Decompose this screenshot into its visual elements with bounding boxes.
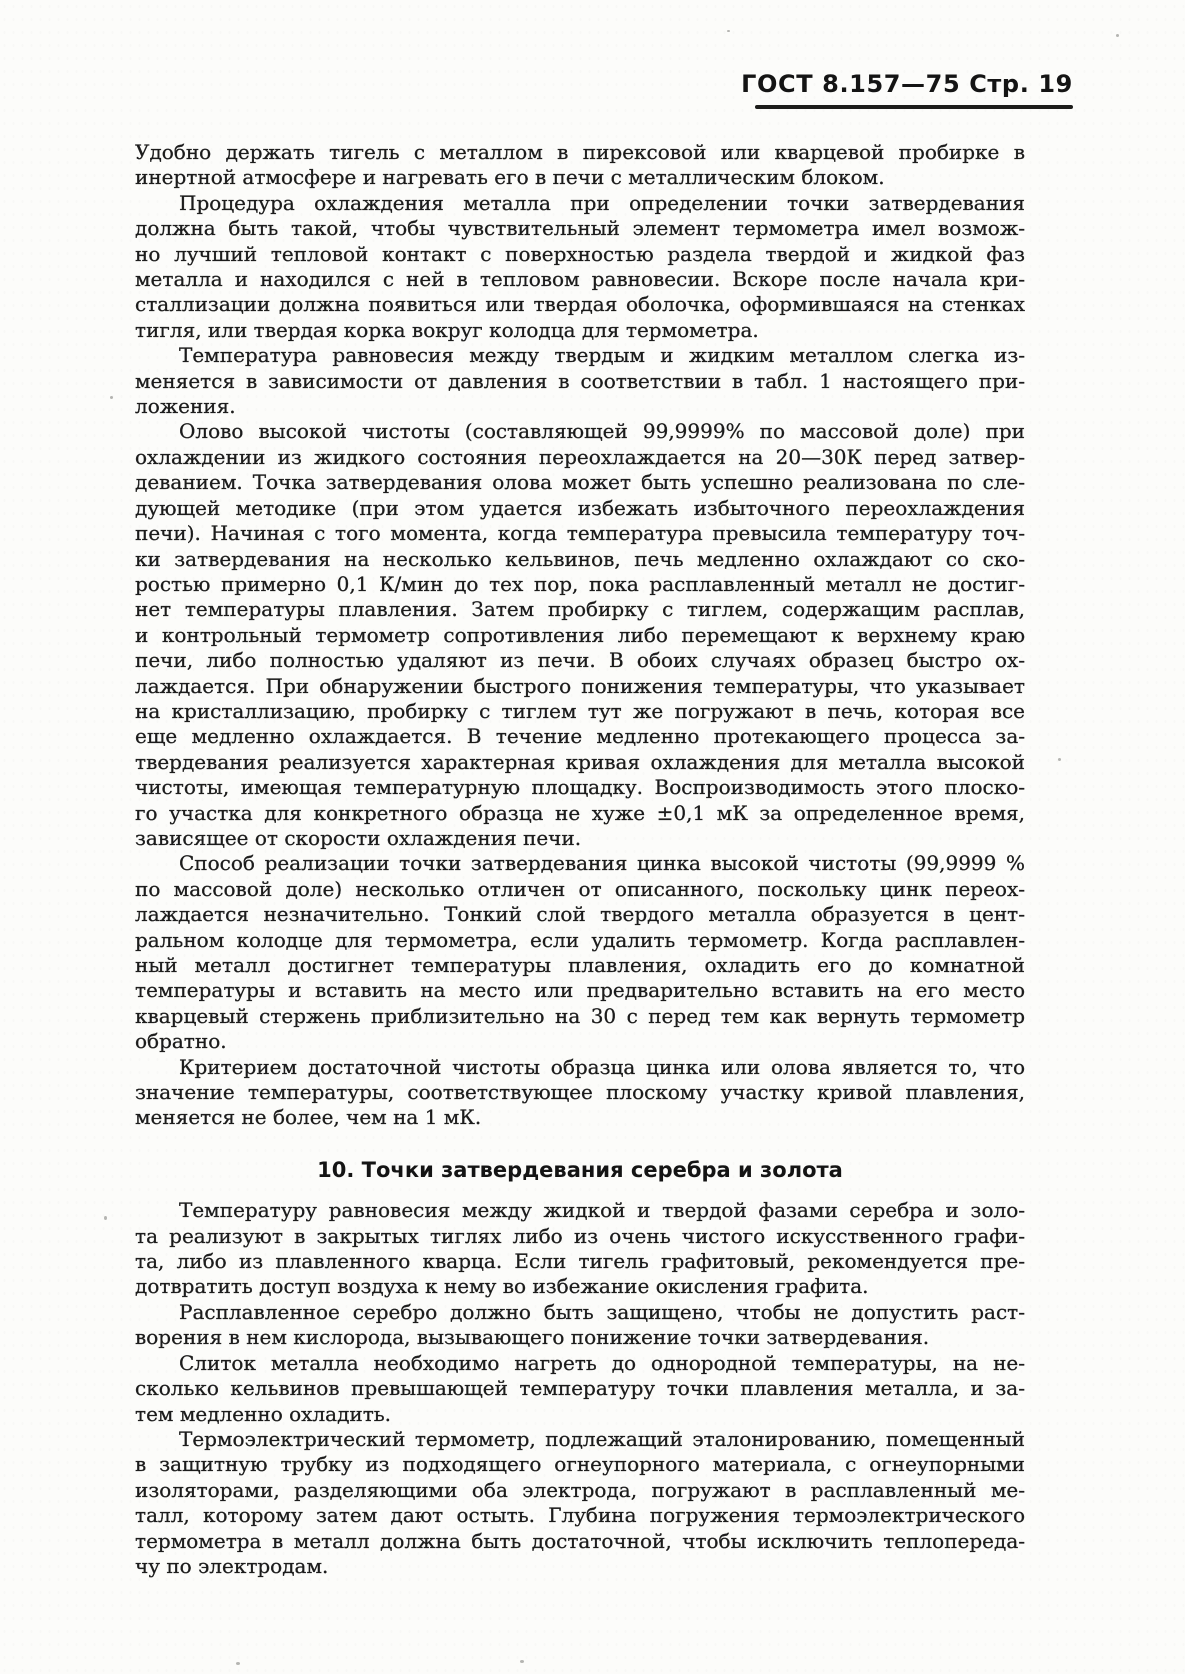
paragraph	[135, 851, 1025, 1054]
text-line: сколько кельвинов превышающей температуру точки плавления металла, и за-	[135, 1376, 1025, 1401]
scan-speck	[104, 1216, 107, 1220]
text-line: деванием. Точка затвердевания олова может быть успешно реализована по сле-	[135, 470, 1025, 495]
text-line: Слиток металла необходимо нагреть до однородной температуры, на не-	[179, 1350, 1025, 1375]
paragraph	[135, 1351, 1025, 1427]
text-line: но лучший тепловой контакт с поверхностью раздела твердой и жидкой фаз	[135, 241, 1025, 266]
page-header	[741, 70, 1073, 109]
text-line: ки затвердевания на несколько кельвинов, печь медленно охлаждают со ско-	[135, 546, 1025, 571]
text-line: Способ реализации точки затвердевания цинка высокой чистоты (99,9999 %	[179, 851, 1025, 876]
text-line: еще медленно охлаждается. В течение медленно протекающего процесса за-	[135, 724, 1025, 749]
text-line: температуры и вставить на место или предварительно вставить на его место	[135, 978, 1025, 1003]
text-line: по массовой доле) несколько отличен от описанного, поскольку цинк переох-	[135, 876, 1025, 901]
text-line: нет температуры плавления. Затем пробирку с тиглем, содержащим расплав,	[135, 597, 1025, 622]
text-line: в защитную трубку из подходящего огнеупорного материала, с огнеупорными	[135, 1452, 1025, 1477]
text-line: меняется не более, чем на 1 мК.	[135, 1105, 482, 1130]
text-line: дотвратить доступ воздуха к нему во избежание окисления графита.	[135, 1274, 869, 1299]
scan-speck	[727, 30, 730, 32]
section-heading: 10. Точки затвердевания серебра и золота	[317, 1157, 843, 1182]
text-line: зависящее от скорости охлаждения печи.	[135, 825, 582, 850]
text-line: термометра в металл должна быть достаточной, чтобы исключить теплопереда-	[135, 1528, 1025, 1553]
text-line: твердевания реализуется характерная кривая охлаждения для металла высокой	[135, 749, 1025, 774]
text-line: талл, которому затем дают остыть. Глубина погружения термоэлектрического	[135, 1503, 1025, 1528]
text-line: металла и находился с ней в тепловом равновесии. Вскоре после начала кри-	[135, 267, 1025, 292]
scan-speck	[1116, 34, 1119, 37]
text-line: дующей методике (при этом удается избежать избыточного переохлаждения	[135, 495, 1025, 520]
text-line: Критерием достаточной чистоты образца цинка или олова является то, что	[179, 1054, 1025, 1079]
text-line: изоляторами, разделяющими оба электрода, погружают в расплавленный ме-	[135, 1477, 1025, 1502]
text-line: тигля, или твердая корка вокруг колодца для термометра.	[135, 317, 759, 342]
paragraph	[135, 1198, 1025, 1300]
text-line: обратно.	[135, 1029, 227, 1054]
text-line: Удобно держать тигель с металлом в пирексовой или кварцевой пробирке в	[135, 140, 1025, 164]
text-line: ростью примерно 0,1 К/мин до тех пор, пока расплавленный металл не достиг-	[135, 571, 1025, 596]
text-line: тем медленно охладить.	[135, 1401, 392, 1426]
text-line: должна быть такой, чтобы чувствительный элемент термометра имел возмож-	[135, 216, 1025, 241]
text-line: и контрольный термометр сопротивления либо перемещают к верхнему краю	[135, 622, 1025, 647]
text-line: Температуру равновесия между жидкой и твердой фазами серебра и золо-	[179, 1198, 1025, 1223]
scan-speck	[236, 1662, 240, 1665]
text-line: значение температуры, соответствующее плоскому участку кривой плавления,	[135, 1080, 1025, 1105]
text-line: инертной атмосфере и нагревать его в печи с металлическим блоком.	[135, 165, 885, 190]
text-line: та реализуют в закрытых тиглях либо из очень чистого искусственного графи-	[135, 1223, 1025, 1248]
text-line: ный металл достигнет температуры плавления, охладить его до комнатной	[135, 953, 1025, 977]
text-line: ложения.	[135, 394, 236, 419]
text-line: ворения в нем кислорода, вызывающего понижение точки затвердевания.	[135, 1325, 930, 1350]
text-line: го участка для конкретного образца не хуже ±0,1 мК за определенное время,	[135, 800, 1025, 825]
scan-speck	[110, 396, 113, 399]
text-line: печи). Начиная с того момента, когда температура превысила температуру точ-	[135, 521, 1025, 546]
text-line: Термоэлектрический термометр, подлежащий эталонированию, помещенный	[179, 1426, 1025, 1451]
text-line: чу по электродам.	[135, 1553, 329, 1578]
page-header-title: ГОСТ 8.157—75 Стр. 19	[741, 70, 1073, 98]
text-line: охлаждении из жидкого состояния переохлаждается на 20—30К перед затвер-	[135, 444, 1025, 469]
paragraph	[135, 140, 1025, 191]
text-line: лаждается. При обнаружении быстрого понижения температуры, что указывает	[135, 673, 1025, 698]
paragraph	[135, 191, 1025, 343]
text-line: Расплавленное серебро должно быть защищено, чтобы не допустить раст-	[179, 1299, 1025, 1324]
header-rule	[755, 105, 1073, 109]
document-body	[135, 140, 1025, 1579]
paragraph	[135, 343, 1025, 419]
text-line: меняется в зависимости от давления в соответствии в табл. 1 настоящего при-	[135, 368, 1025, 393]
scan-speck	[1058, 758, 1061, 761]
text-line: Температура равновесия между твердым и жидким металлом слегка из-	[179, 343, 1025, 368]
text-line: печи, либо полностью удаляют из печи. В обоих случаях образец быстро ох-	[135, 648, 1025, 673]
text-line: Олово высокой чистоты (составляющей 99,9999% по массовой доле) при	[179, 419, 1025, 444]
paragraph	[135, 1427, 1025, 1579]
text-line: сталлизации должна появиться или твердая оболочка, оформившаяся на стенках	[135, 292, 1025, 317]
text-line: кварцевый стержень приблизительно на 30 с перед тем как вернуть термометр	[135, 1003, 1025, 1028]
paragraph	[135, 1300, 1025, 1351]
text-line: Процедура охлаждения металла при определении точки затвердевания	[179, 190, 1025, 215]
text-line: ральном колодце для термометра, если удалить термометр. Когда расплавлен-	[135, 927, 1025, 952]
text-line: лаждается незначительно. Тонкий слой твердого металла образуется в цент-	[135, 902, 1025, 927]
paragraph	[135, 1055, 1025, 1131]
text-line: та, либо из плавленного кварца. Если тигель графитовый, рекомендуется пре-	[135, 1249, 1025, 1274]
paragraph	[135, 419, 1025, 851]
scan-speck	[520, 1660, 524, 1663]
text-line: на кристаллизацию, пробирку с тиглем тут же погружают в печь, которая все	[135, 698, 1025, 723]
text-line: чистоты, имеющая температурную площадку. Воспроизводимость этого плоско-	[135, 775, 1025, 800]
